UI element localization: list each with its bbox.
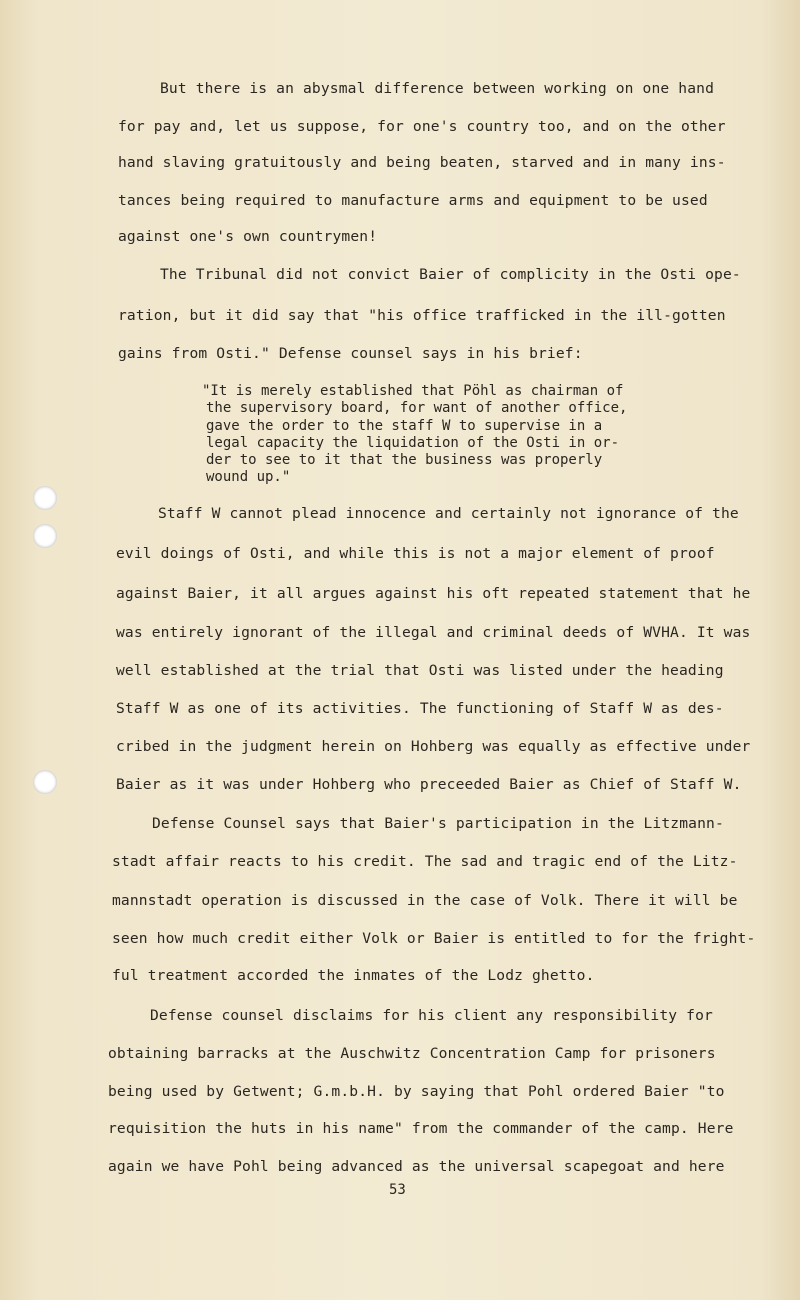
quote-line: wound up." — [206, 469, 291, 485]
text-line: stadt affair reacts to his credit. The sad and tragic end of the Litz- — [112, 853, 738, 870]
quote-line: gave the order to the staff W to supervise in a — [206, 418, 603, 434]
text-line: against Baier, it all argues against his oft repeated statement that he — [116, 585, 751, 602]
text-line: Defense Counsel says that Baier's participation in the Litzmann- — [152, 815, 724, 832]
text-line: for pay and, let us suppose, for one's country too, and on the other — [118, 118, 726, 135]
text-line: requisition the huts in his name" from the commander of the camp. Here — [108, 1120, 734, 1137]
text-line: well established at the trial that Osti was listed under the heading — [116, 662, 724, 679]
text-line: mannstadt operation is discussed in the case of Volk. There it will be — [112, 892, 738, 909]
text-line: was entirely ignorant of the illegal and criminal deeds of WVHA. It was — [116, 624, 751, 641]
text-line: obtaining barracks at the Auschwitz Concentration Camp for prisoners — [108, 1045, 716, 1062]
punch-hole — [33, 524, 57, 548]
page-number: 53 — [389, 1182, 406, 1198]
text-line: gains from Osti." Defense counsel says in his brief: — [118, 345, 583, 362]
text-line: Defense counsel disclaims for his client any responsibility for — [150, 1007, 713, 1024]
text-line: against one's own countrymen! — [118, 228, 378, 245]
quote-line: the supervisory board, for want of another office, — [206, 400, 628, 416]
text-line: evil doings of Osti, and while this is not a major element of proof — [116, 545, 715, 562]
text-line: ration, but it did say that "his office trafficked in the ill-gotten — [118, 307, 726, 324]
quote-line: der to see to it that the business was properly — [206, 452, 603, 468]
quote-line: legal capacity the liquidation of the Osti in or- — [206, 435, 620, 451]
text-line: Staff W cannot plead innocence and certainly not ignorance of the — [158, 505, 739, 522]
text-line: tances being required to manufacture arms and equipment to be used — [118, 192, 708, 209]
text-line: Baier as it was under Hohberg who preceeded Baier as Chief of Staff W. — [116, 776, 742, 793]
text-line: cribed in the judgment herein on Hohberg was equally as effective under — [116, 738, 751, 755]
text-line: But there is an abysmal difference between working on one hand — [160, 80, 715, 97]
text-line: The Tribunal did not convict Baier of complicity in the Osti ope- — [160, 266, 741, 283]
text-line: being used by Getwent; G.m.b.H. by saying that Pohl ordered Baier "to — [108, 1083, 725, 1100]
text-line: again we have Pohl being advanced as the universal scapegoat and here — [108, 1158, 725, 1175]
text-line: hand slaving gratuitously and being beaten, starved and in many ins- — [118, 154, 726, 171]
punch-hole — [33, 770, 57, 794]
punch-hole — [33, 486, 57, 510]
text-line: Staff W as one of its activities. The functioning of Staff W as des- — [116, 700, 724, 717]
quote-line: "It is merely established that Pöhl as chairman of — [202, 383, 624, 399]
text-line: ful treatment accorded the inmates of the Lodz ghetto. — [112, 967, 595, 984]
text-line: seen how much credit either Volk or Baier is entitled to for the fright- — [112, 930, 756, 947]
